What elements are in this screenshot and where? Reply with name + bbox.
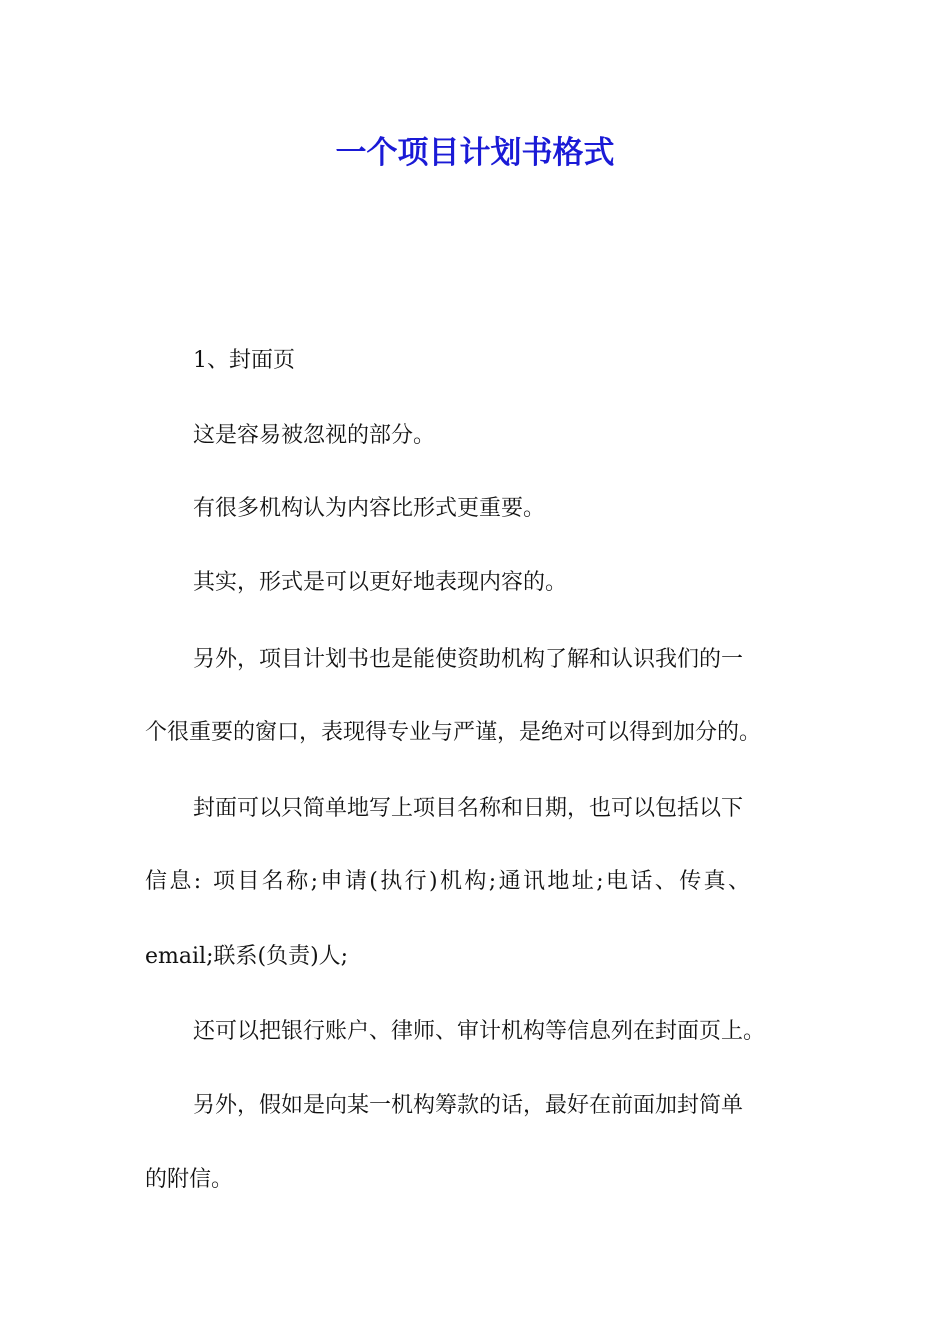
- section-heading-cover-page: 1、封面页: [193, 348, 295, 373]
- paragraph-line: email;联系(负责)人;: [145, 944, 349, 969]
- paragraph-line: 还可以把银行账户、律师、审计机构等信息列在封面页上。: [193, 1019, 766, 1044]
- paragraph-line: 这是容易被忽视的部分。: [193, 423, 436, 448]
- paragraph-line: 封面可以只简单地写上项目名称和日期，也可以包括以下: [193, 796, 744, 821]
- paragraph-line: 个很重要的窗口，表现得专业与严谨，是绝对可以得到加分的。: [145, 720, 762, 745]
- paragraph-line: 其实，形式是可以更好地表现内容的。: [193, 570, 568, 595]
- paragraph-line: 信息: 项目名称;申请(执行)机构;通讯地址;电话、传真、: [145, 869, 753, 894]
- paragraph-line: 另外，假如是向某一机构筹款的话，最好在前面加封简单: [193, 1093, 744, 1118]
- paragraph-line: 的附信。: [145, 1167, 234, 1192]
- paragraph-line: 有很多机构认为内容比形式更重要。: [193, 496, 546, 521]
- paragraph-line: 另外，项目计划书也是能使资助机构了解和认识我们的一: [193, 647, 744, 672]
- document-title: 一个项目计划书格式: [335, 135, 615, 171]
